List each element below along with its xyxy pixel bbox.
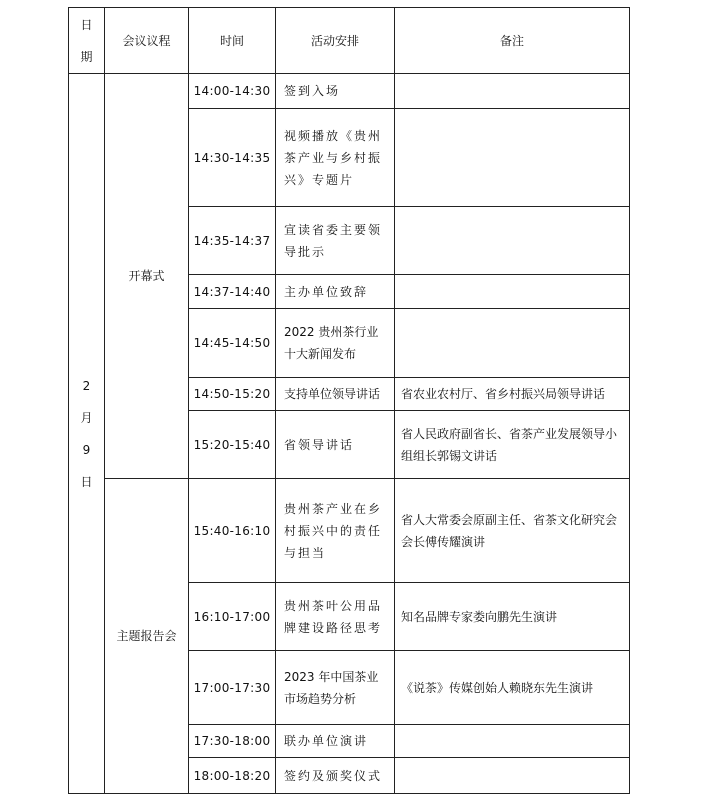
time-cell: 18:00-18:20 <box>189 758 276 794</box>
note-cell: 省农业农村厅、省乡村振兴局领导讲话 <box>395 378 630 411</box>
session-keynote: 主题报告会 <box>105 479 189 794</box>
note-cell <box>395 758 630 794</box>
time-cell: 16:10-17:00 <box>189 583 276 651</box>
activity-cell: 视频播放《贵州茶产业与乡村振兴》专题片 <box>276 109 395 207</box>
time-cell: 15:20-15:40 <box>189 411 276 479</box>
activity-cell: 支持单位领导讲话 <box>276 378 395 411</box>
time-cell: 14:30-14:35 <box>189 109 276 207</box>
time-cell: 14:35-14:37 <box>189 207 276 275</box>
time-cell: 14:00-14:30 <box>189 74 276 109</box>
date-char: 月 <box>80 410 93 425</box>
activity-cell: 2023 年中国茶业市场趋势分析 <box>276 651 395 725</box>
activity-cell: 主办单位致辞 <box>276 275 395 309</box>
activity-cell: 联办单位演讲 <box>276 725 395 758</box>
header-agenda: 会议议程 <box>105 8 189 74</box>
time-cell: 17:00-17:30 <box>189 651 276 725</box>
date-cell <box>69 74 105 794</box>
time-cell: 14:37-14:40 <box>189 275 276 309</box>
date-char: 2 <box>82 378 91 393</box>
note-cell <box>395 725 630 758</box>
time-cell: 17:30-18:00 <box>189 725 276 758</box>
note-cell <box>395 207 630 275</box>
activity-cell: 签约及颁奖仪式 <box>276 758 395 794</box>
time-cell: 15:40-16:10 <box>189 479 276 583</box>
note-cell: 知名品牌专家娄向鹏先生演讲 <box>395 583 630 651</box>
note-cell <box>395 109 630 207</box>
header-notes: 备注 <box>395 8 630 74</box>
header-date-char: 期 <box>80 49 93 64</box>
activity-cell: 贵州茶叶公用品牌建设路径思考 <box>276 583 395 651</box>
note-cell <box>395 275 630 309</box>
header-row <box>69 8 630 74</box>
activity-cell: 贵州茶产业在乡村振兴中的责任与担当 <box>276 479 395 583</box>
activity-cell: 签到入场 <box>276 74 395 109</box>
note-cell <box>395 309 630 378</box>
note-cell: 省人民政府副省长、省茶产业发展领导小组组长郭锡文讲话 <box>395 411 630 479</box>
date-char: 日 <box>80 474 93 489</box>
header-activity: 活动安排 <box>276 8 395 74</box>
note-cell <box>395 74 630 109</box>
time-cell: 14:50-15:20 <box>189 378 276 411</box>
header-date <box>69 8 105 74</box>
date-char: 9 <box>82 442 91 457</box>
note-cell: 省人大常委会原副主任、省茶文化研究会会长傅传耀演讲 <box>395 479 630 583</box>
activity-cell: 2022 贵州茶行业十大新闻发布 <box>276 309 395 378</box>
time-cell: 14:45-14:50 <box>189 309 276 378</box>
header-date-char: 日 <box>80 17 93 32</box>
note-cell: 《说茶》传媒创始人赖晓东先生演讲 <box>395 651 630 725</box>
header-time: 时间 <box>189 8 276 74</box>
table-row <box>69 74 630 109</box>
session-opening: 开幕式 <box>105 74 189 479</box>
activity-cell: 省领导讲话 <box>276 411 395 479</box>
activity-cell: 宣读省委主要领导批示 <box>276 207 395 275</box>
agenda-table <box>68 7 630 794</box>
table-row <box>69 479 630 583</box>
